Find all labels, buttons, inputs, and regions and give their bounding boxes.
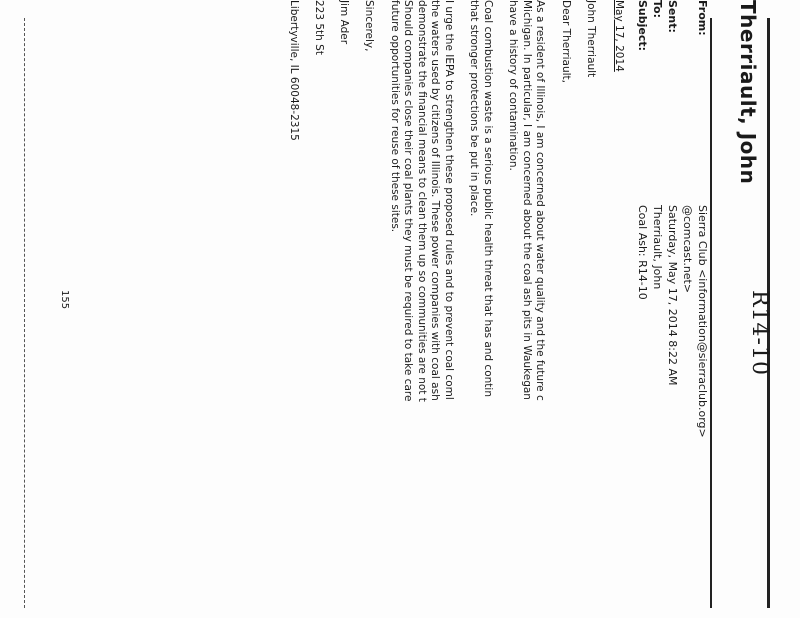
paragraph-2 xyxy=(467,0,494,610)
bottom-rule xyxy=(24,18,25,608)
meta-row-subject xyxy=(635,0,650,565)
header-rule xyxy=(710,18,712,608)
letter-date: May 17, 2014 xyxy=(613,0,625,72)
email-meta xyxy=(635,0,710,565)
letter-recipient: John Therriault xyxy=(585,0,598,78)
header-name: Therriault, John xyxy=(736,0,760,185)
paragraph-2-line: Coal combustion waste is a serious public health threat that has and contin xyxy=(482,0,494,397)
meta-label-from: From: xyxy=(696,0,709,36)
paragraph-1 xyxy=(506,0,547,610)
letter-body xyxy=(275,0,625,610)
paragraph-1-line: Michigan. In particular, I am concerned about the coal ash pits in Waukegan xyxy=(521,0,533,400)
paragraph-3-line: Should companies close their coal plants they must be required to take care xyxy=(402,0,415,402)
signature-name: Jim Ader xyxy=(338,0,350,45)
case-number: R14-10 xyxy=(747,290,772,376)
paragraph-3-line: future opportunities for reuse of these sites. xyxy=(389,0,401,233)
meta-value-from: Sierra Club <information@sierraclub.org> xyxy=(696,205,709,438)
paragraph-3-line: demonstrate the financial means to clean them up so communities are not t xyxy=(416,0,428,402)
meta-value-from-alt: @comcast.net> xyxy=(681,205,694,294)
meta-label-sent: Sent: xyxy=(666,0,679,33)
letter-closing: Sincerely, xyxy=(363,0,376,52)
paragraph-1-line: have a history of contamination. xyxy=(507,0,520,171)
meta-row-sent xyxy=(665,0,680,565)
page-number: 155 xyxy=(59,290,70,310)
paragraph-3-line: I urge the IEPA to strengthen these proposed rules and to prevent coal coml xyxy=(443,0,455,400)
letter-salutation: Dear Therriault, xyxy=(560,0,572,83)
meta-label-subject: Subject: xyxy=(636,0,649,52)
paragraph-2-line: that stronger protections be put in place. xyxy=(468,0,481,217)
signature-city: Libertyville, IL 60048-2315 xyxy=(288,0,300,141)
paragraph-1-line: As a resident of Illinois, I am concerned about water quality and the future c xyxy=(534,0,547,401)
meta-value-sent: Saturday, May 17, 2014 8:22 AM xyxy=(666,205,679,386)
meta-value-to: Therriault, John xyxy=(651,205,664,290)
meta-label-to: To: xyxy=(651,0,664,18)
meta-row-to xyxy=(650,0,665,565)
signature-street: 223 5th St xyxy=(313,0,325,55)
meta-row-from xyxy=(695,0,710,565)
paragraph-3 xyxy=(388,0,456,610)
meta-value-subject: Coal Ash: R14-10 xyxy=(636,205,649,300)
meta-row-from-alt xyxy=(680,0,695,565)
paragraph-3-line: the waters used by citizens of Illinois. These power companies with coal ash xyxy=(429,0,442,401)
meta-label-blank xyxy=(680,0,695,205)
